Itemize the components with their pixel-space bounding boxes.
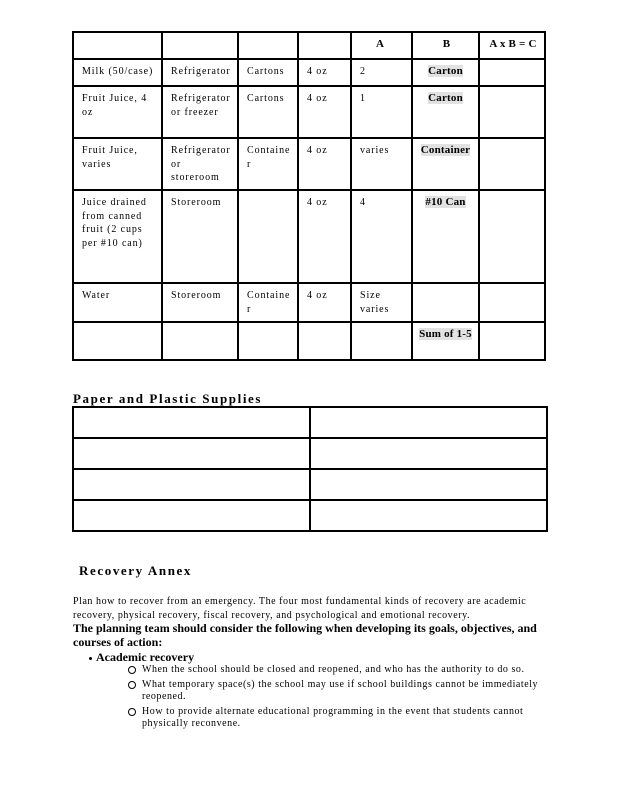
header-cell-a: A bbox=[351, 32, 412, 59]
table-cell bbox=[310, 407, 547, 438]
table-cell-unit bbox=[412, 190, 479, 283]
table-cell-unit bbox=[412, 283, 479, 322]
table-cell bbox=[73, 500, 310, 531]
table-cell bbox=[73, 407, 310, 438]
hollow-circle-bullet-icon bbox=[128, 666, 136, 674]
table-row bbox=[73, 59, 545, 86]
table-cell-unit bbox=[412, 86, 479, 138]
table-cell: Container bbox=[238, 283, 298, 322]
table-cell: 4 oz bbox=[298, 86, 351, 138]
table-row bbox=[73, 190, 545, 283]
list-item-text: When the school should be closed and reopened, and who has the authority to do so. bbox=[142, 664, 525, 675]
academic-recovery-list bbox=[128, 664, 548, 733]
table-cell bbox=[73, 322, 162, 360]
table-cell: Size varies bbox=[351, 283, 412, 322]
table-row bbox=[73, 438, 547, 469]
paper-supplies-table bbox=[72, 406, 548, 532]
section-title-recovery-annex: Recovery Annex bbox=[79, 563, 193, 578]
table-cell: 4 oz bbox=[298, 283, 351, 322]
table-cell: 4 oz bbox=[298, 190, 351, 283]
table-cell bbox=[162, 322, 238, 360]
table-cell bbox=[479, 138, 545, 190]
table-cell bbox=[238, 322, 298, 360]
list-item-text: What temporary space(s) the school may use if school buildings cannot be immediately reopened. bbox=[142, 678, 539, 702]
list-item bbox=[128, 679, 548, 704]
table-cell: 4 oz bbox=[298, 59, 351, 86]
list-item bbox=[128, 706, 548, 731]
table-cell: 1 bbox=[351, 86, 412, 138]
table-row bbox=[73, 283, 545, 322]
header-cell bbox=[298, 32, 351, 59]
table-cell bbox=[310, 438, 547, 469]
table-cell bbox=[479, 86, 545, 138]
table-row bbox=[73, 469, 547, 500]
bullet-icon bbox=[89, 657, 92, 660]
table-cell: Milk (50/case) bbox=[73, 59, 162, 86]
header-cell bbox=[73, 32, 162, 59]
unit-label: Carton bbox=[428, 92, 463, 104]
unit-label: Carton bbox=[428, 65, 463, 77]
table-cell: 4 oz bbox=[298, 138, 351, 190]
table-cell: Fruit Juice, varies bbox=[73, 138, 162, 190]
table-cell: Refrigerator or freezer bbox=[162, 86, 238, 138]
table-cell bbox=[479, 283, 545, 322]
hollow-circle-bullet-icon bbox=[128, 681, 136, 689]
table-cell bbox=[298, 322, 351, 360]
table-cell: Storeroom bbox=[162, 283, 238, 322]
planning-team-lead-text: The planning team should consider the following when developing its goals, objectives, and courses of action: bbox=[73, 621, 537, 649]
table-row bbox=[73, 500, 547, 531]
section-title-paper-supplies: Paper and Plastic Supplies bbox=[73, 391, 263, 406]
table-cell: Juice drained from canned fruit (2 cups per #10 can) bbox=[73, 190, 162, 283]
food-supply-table bbox=[72, 31, 546, 361]
table-cell bbox=[351, 322, 412, 360]
academic-recovery-label: Academic recovery bbox=[96, 650, 195, 664]
list-item-text: How to provide alternate educational programming in the event that students cannot physically reconvene. bbox=[142, 705, 524, 729]
table-row bbox=[73, 407, 547, 438]
table-cell: Storeroom bbox=[162, 190, 238, 283]
table-cell bbox=[238, 190, 298, 283]
table-cell: Fruit Juice, 4 oz bbox=[73, 86, 162, 138]
header-cell bbox=[238, 32, 298, 59]
table-cell: Cartons bbox=[238, 86, 298, 138]
header-cell-b: B bbox=[412, 32, 479, 59]
table-cell: Container bbox=[238, 138, 298, 190]
table-cell: Refrigerator bbox=[162, 59, 238, 86]
table-cell-unit bbox=[412, 59, 479, 86]
table-cell bbox=[310, 469, 547, 500]
table-cell: Water bbox=[73, 283, 162, 322]
table-cell bbox=[310, 500, 547, 531]
sum-label: Sum of 1-5 bbox=[419, 328, 472, 340]
header-cell bbox=[162, 32, 238, 59]
table-total-row bbox=[73, 322, 545, 360]
table-cell: 4 bbox=[351, 190, 412, 283]
table-cell bbox=[479, 190, 545, 283]
table-cell-unit bbox=[412, 138, 479, 190]
table-cell bbox=[479, 322, 545, 360]
unit-label: Container bbox=[420, 144, 471, 156]
table-cell-sum bbox=[412, 322, 479, 360]
table-cell: Refrigerator or storeroom bbox=[162, 138, 238, 190]
table-row bbox=[73, 138, 545, 190]
table-row bbox=[73, 86, 545, 138]
table-cell bbox=[73, 438, 310, 469]
table-cell: 2 bbox=[351, 59, 412, 86]
table-header-row bbox=[73, 32, 545, 59]
list-item bbox=[128, 664, 548, 677]
recovery-intro-paragraph: Plan how to recover from an emergency. The four most fundamental kinds of recovery are academic recovery, physical recovery, fiscal recovery, and psychological and emotional recovery. bbox=[73, 596, 527, 621]
hollow-circle-bullet-icon bbox=[128, 708, 136, 716]
header-cell-c: A x B = C bbox=[479, 32, 545, 59]
table-cell bbox=[73, 469, 310, 500]
table-cell: varies bbox=[351, 138, 412, 190]
academic-recovery-heading bbox=[89, 650, 194, 665]
table-cell bbox=[479, 59, 545, 86]
unit-label: #10 Can bbox=[425, 196, 466, 208]
table-cell: Cartons bbox=[238, 59, 298, 86]
